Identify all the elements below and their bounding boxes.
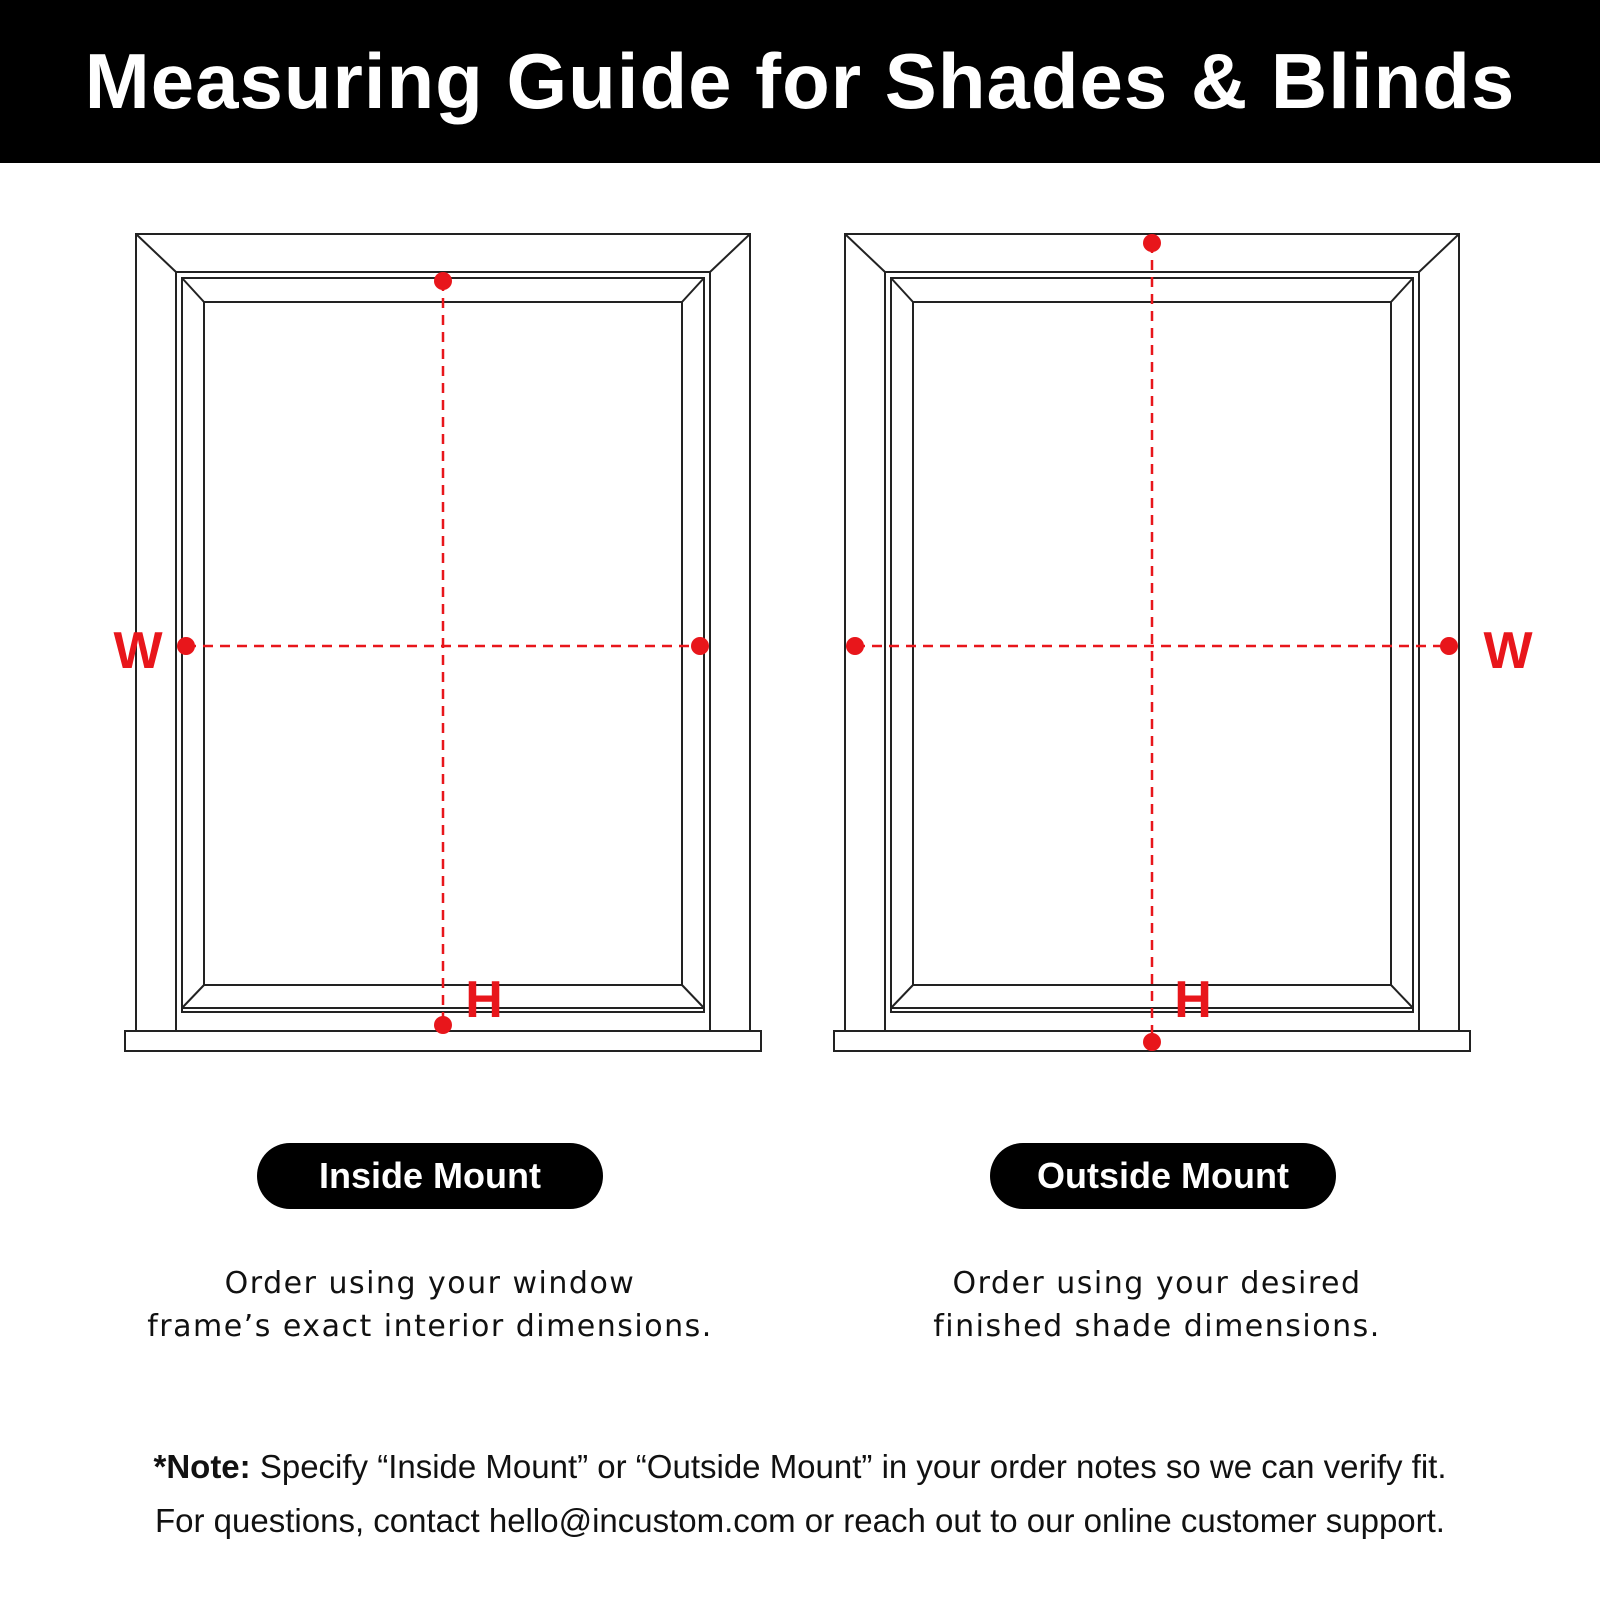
outside-desc-line-1: Order using your desired xyxy=(952,1266,1362,1301)
outside-desc-line-2: finished shade dimensions. xyxy=(933,1309,1381,1344)
note-text: Specify “Inside Mount” or “Outside Mount” in your order notes so we can verify fit. xyxy=(250,1448,1447,1485)
footer-note xyxy=(0,1440,1600,1548)
inside-desc-line-2: frame’s exact interior dimensions. xyxy=(147,1309,713,1344)
measure-point xyxy=(1143,1033,1161,1051)
measure-point xyxy=(177,637,195,655)
outside-mount-badge: Outside Mount xyxy=(990,1143,1336,1209)
measure-point xyxy=(434,272,452,290)
measure-point xyxy=(846,637,864,655)
inside-width-label: W xyxy=(113,622,163,680)
measure-point xyxy=(1143,234,1161,252)
measure-point xyxy=(1440,637,1458,655)
header-bar xyxy=(0,0,1600,163)
note-prefix: *Note: xyxy=(153,1448,251,1485)
outside-height-label: H xyxy=(1174,971,1212,1029)
outside-mount-description xyxy=(837,1262,1477,1348)
outside-width-label: W xyxy=(1483,622,1533,680)
window-diagrams xyxy=(0,163,1600,1063)
note-line-1 xyxy=(0,1440,1600,1494)
note-line-2: For questions, contact hello@incustom.com or reach out to our online customer support. xyxy=(155,1502,1445,1539)
inside-mount-badge: Inside Mount xyxy=(257,1143,603,1209)
inside-desc-line-1: Order using your window xyxy=(224,1266,636,1301)
page-title: Measuring Guide for Shades & Blinds xyxy=(84,37,1516,125)
measure-point xyxy=(691,637,709,655)
measure-point xyxy=(434,1016,452,1034)
inside-height-label: H xyxy=(465,971,503,1029)
inside-mount-description xyxy=(110,1262,750,1348)
